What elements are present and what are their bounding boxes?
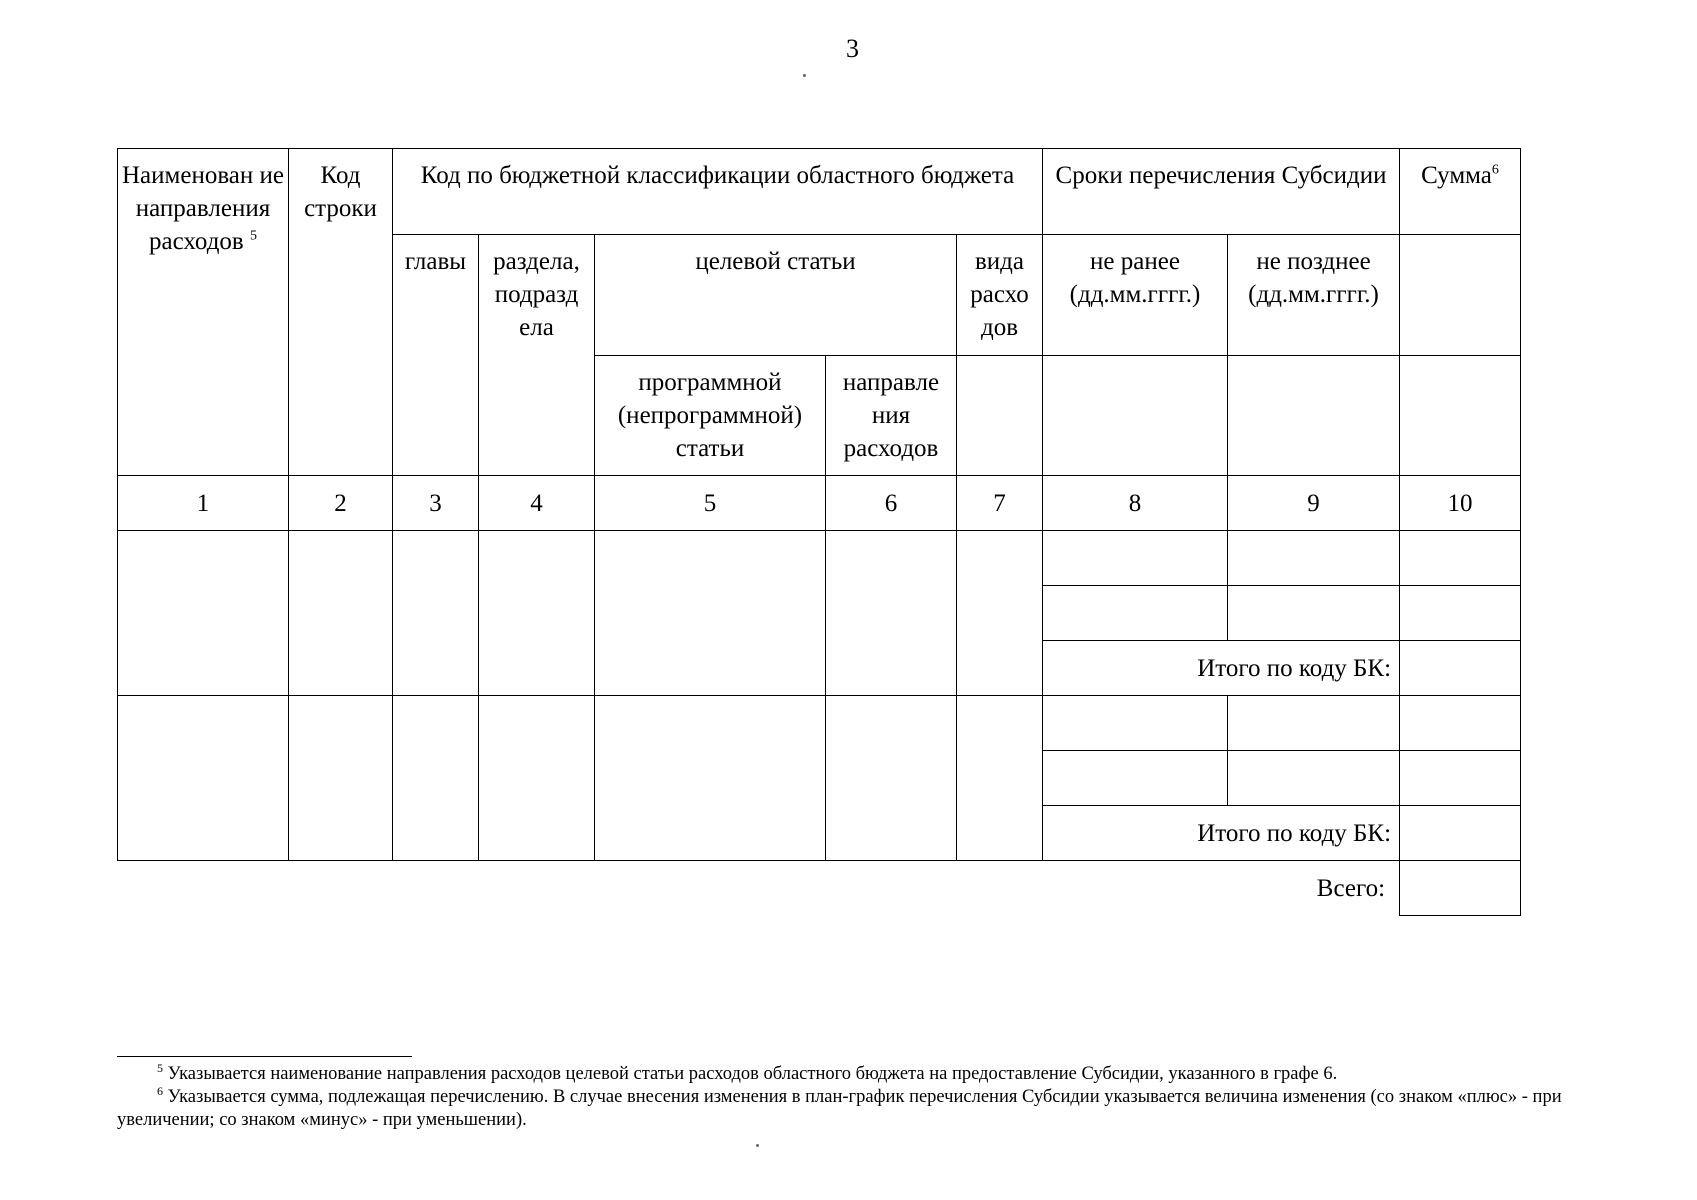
header-expense-kind: вида расхо дов: [957, 235, 1043, 356]
data-cell: [957, 531, 1043, 696]
column-number: 5: [595, 476, 826, 531]
empty-cell: [957, 356, 1043, 476]
column-number: 1: [118, 476, 289, 531]
data-cell: [118, 696, 289, 861]
header-direction: направле ния расходов: [826, 356, 957, 476]
data-cell: [1400, 531, 1521, 586]
subtotal-value: [1400, 641, 1521, 696]
transfer-schedule-table: [117, 148, 1521, 916]
total-label: Всего:: [1316, 874, 1386, 902]
table-row: [118, 531, 1521, 586]
data-cell: [1043, 751, 1228, 806]
data-cell: [1400, 696, 1521, 751]
header-not-before: не ранее (дд.мм.гггг.): [1043, 235, 1228, 356]
header-sum: Сумма$^6$: [1400, 149, 1521, 235]
column-number: 4: [479, 476, 595, 531]
data-cell: [826, 696, 957, 861]
data-cell: [393, 696, 479, 861]
header-sum-cell: [1400, 235, 1521, 356]
data-cell: [289, 531, 393, 696]
column-number: 10: [1400, 476, 1521, 531]
footnote-separator: [117, 1056, 412, 1057]
data-cell: [1400, 751, 1521, 806]
footnote-5: $^5$ Указывается наименование направления расходов целевой статьи расходов областного бюджета на предоставление Субсидии, указанного в графе 6.: [157, 1060, 1338, 1084]
data-cell: [393, 531, 479, 696]
data-cell: [1228, 751, 1400, 806]
header-transfer-terms: Сроки перечисления Субсидии: [1043, 149, 1400, 235]
subtotal-label: Итого по коду БК:: [1043, 806, 1400, 861]
header-chapter: главы: [393, 235, 479, 476]
column-number-row: [118, 476, 1521, 531]
footnotes: [117, 1060, 1607, 1132]
data-cell: [826, 531, 957, 696]
header-not-later: не позднее (дд.мм.гггг.): [1228, 235, 1400, 356]
data-cell: [479, 531, 595, 696]
table-row: [118, 696, 1521, 751]
data-cell: [957, 696, 1043, 861]
header-program-article: программной (непрограммной) статьи: [595, 356, 826, 476]
column-number: 7: [957, 476, 1043, 531]
data-cell: [595, 696, 826, 861]
empty-cell: [1043, 356, 1228, 476]
header-section: раздела, подразд ела: [479, 235, 595, 476]
data-cell: [1228, 531, 1400, 586]
scan-dot: [803, 74, 806, 77]
header-budget-classification: Код по бюджетной классификации областного бюджета: [393, 149, 1043, 235]
column-number: 8: [1043, 476, 1228, 531]
data-cell: [1400, 586, 1521, 641]
subtotal-value: [1400, 806, 1521, 861]
scan-dot: [756, 1144, 759, 1147]
data-cell: [1043, 531, 1228, 586]
data-cell: [118, 531, 289, 696]
page-number: 3: [846, 34, 859, 63]
subtotal-label: Итого по коду БК:: [1043, 641, 1400, 696]
column-number: 6: [826, 476, 957, 531]
data-cell: [289, 696, 393, 861]
data-cell: [1228, 696, 1400, 751]
data-cell: [1043, 586, 1228, 641]
header-row-code: Код строки: [289, 149, 393, 476]
data-cell: [1228, 586, 1400, 641]
header-expense-direction: Наименован ие направления расходов $^5$: [118, 149, 289, 476]
data-cell: [1043, 696, 1228, 751]
header-target-article: целевой статьи: [595, 235, 957, 356]
total-row: [118, 861, 1521, 916]
column-number: 2: [289, 476, 393, 531]
footnote-6: $^6$ Указывается сумма, подлежащая перечислению. В случае внесения изменения в план-график перечисления Субсидии указывается величина изменения (со знаком «плюс» - при увеличении; со знаком «минус» - при уменьшении).: [117, 1083, 1562, 1130]
data-cell: [595, 531, 826, 696]
empty-cell: [1400, 356, 1521, 476]
total-value: [1400, 861, 1521, 916]
data-cell: [479, 696, 595, 861]
column-number: 9: [1228, 476, 1400, 531]
column-number: 3: [393, 476, 479, 531]
empty-cell: [1228, 356, 1400, 476]
